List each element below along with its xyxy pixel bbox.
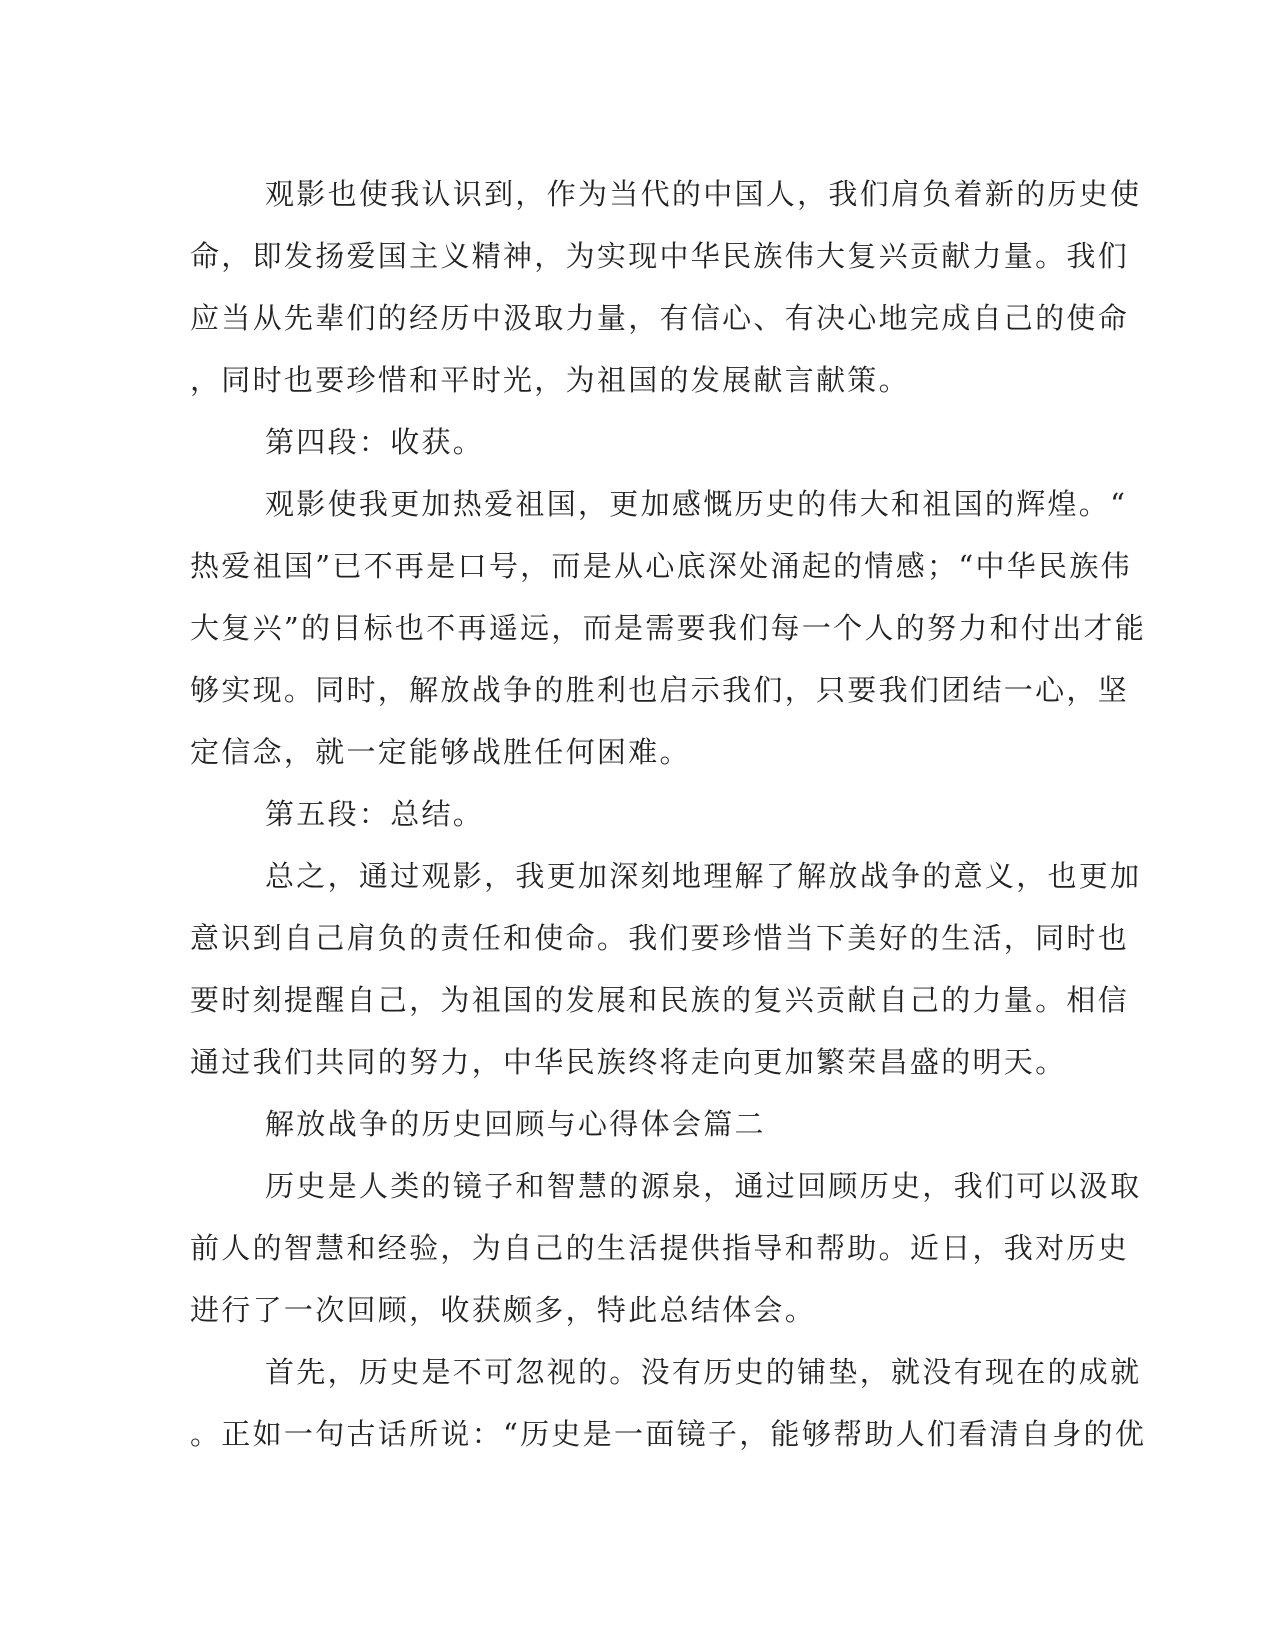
text-line: 总之，通过观影，我更加深刻地理解了解放战争的意义，也更加 <box>265 859 1142 893</box>
text-line: 首先，历史是不可忽视的。没有历史的铺垫，就没有现在的成就 <box>265 1355 1142 1389</box>
text-line: 意识到自己肩负的责任和使命。我们要珍惜当下美好的生活，同时也 <box>190 921 1130 955</box>
text-line: ，同时也要珍惜和平时光，为祖国的发展献言献策。 <box>190 363 910 397</box>
text-line: 热爱祖国”已不再是口号，而是从心底深处涌起的情感；“中华民族伟 <box>190 549 1132 583</box>
text-line: 通过我们共同的努力，中华民族终将走向更加繁荣昌盛的明天。 <box>190 1045 1067 1079</box>
text-line: 进行了一次回顾，收获颇多，特此总结体会。 <box>190 1293 817 1327</box>
article-title: 解放战争的历史回顾与心得体会篇二 <box>265 1107 766 1141</box>
text-line: 命，即发扬爱国主义精神，为实现中华民族伟大复兴贡献力量。我们 <box>190 239 1130 273</box>
text-line: 要时刻提醒自己，为祖国的发展和民族的复兴贡献自己的力量。相信 <box>190 983 1130 1017</box>
text-line: 定信念，就一定能够战胜任何困难。 <box>190 735 691 769</box>
text-line: 观影使我更加热爱祖国，更加感慨历史的伟大和祖国的辉煌。“ <box>265 487 1128 521</box>
text-line: 观影也使我认识到，作为当代的中国人，我们肩负着新的历史使 <box>265 177 1142 211</box>
text-line: 大复兴”的目标也不再遥远，而是需要我们每一个人的努力和付出才能 <box>190 611 1147 645</box>
text-line: 历史是人类的镜子和智慧的源泉，通过回顾历史，我们可以汲取 <box>265 1169 1142 1203</box>
section-heading: 第四段：收获。 <box>265 425 485 459</box>
text-line: 前人的智慧和经验，为自己的生活提供指导和帮助。近日，我对历史 <box>190 1231 1130 1265</box>
section-heading: 第五段：总结。 <box>265 797 485 831</box>
text-line: 应当从先辈们的经历中汲取力量，有信心、有决心地完成自己的使命 <box>190 301 1130 335</box>
text-line: 够实现。同时，解放战争的胜利也启示我们，只要我们团结一心，坚 <box>190 673 1130 707</box>
text-line: 。正如一句古话所说：“历史是一面镜子，能够帮助人们看清自身的优 <box>190 1417 1147 1451</box>
document-body <box>190 163 1147 1465</box>
